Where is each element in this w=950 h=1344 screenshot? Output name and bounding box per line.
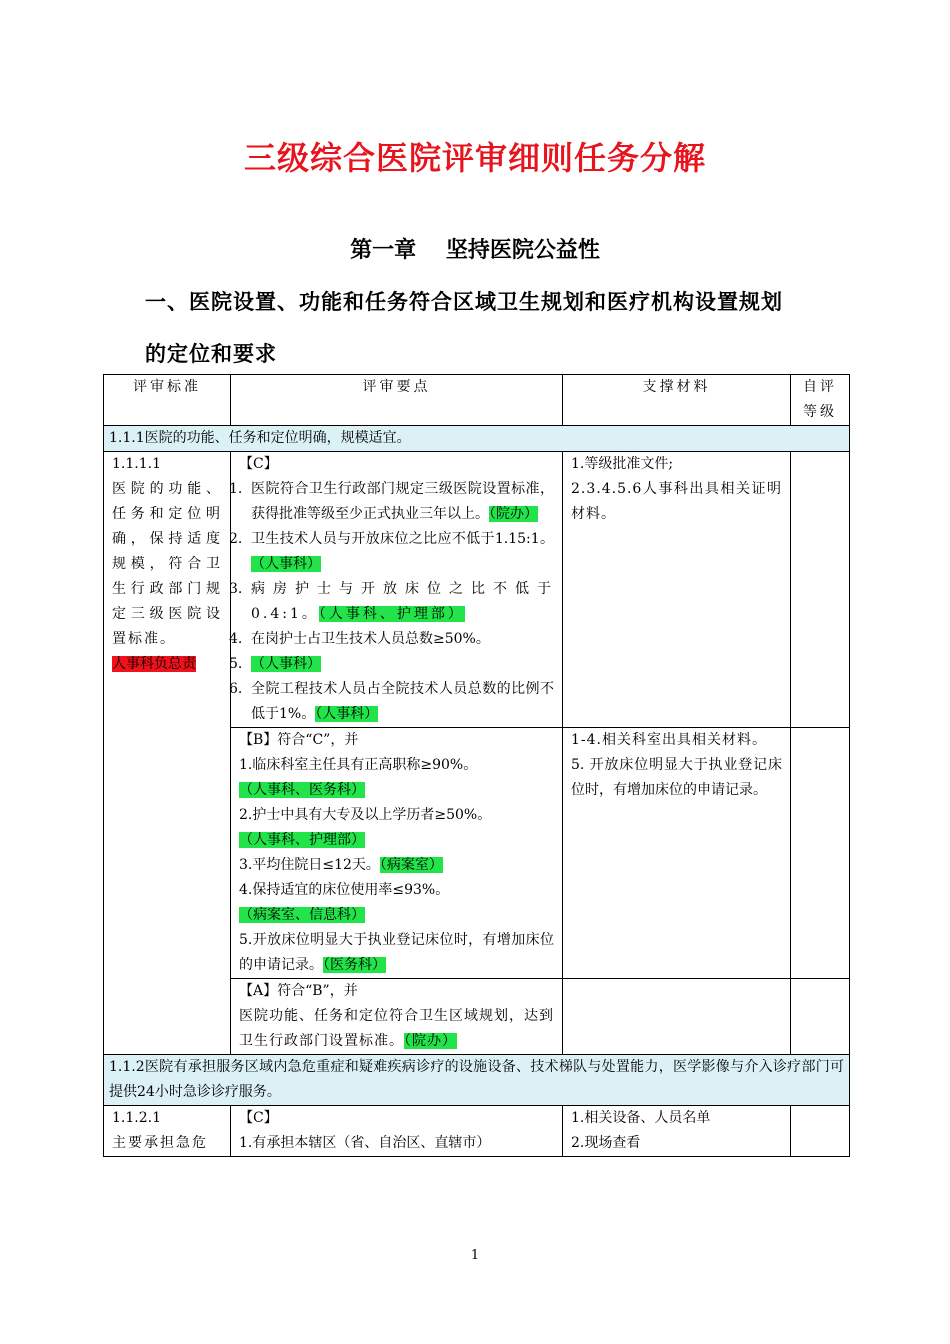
list-item: 3. 病房护士与开放床位之比不低于0.4:1。（人事科、护理部）: [229, 581, 554, 622]
document-title: 三级综合医院评审细则任务分解: [243, 139, 706, 177]
header-support-materials: 支撑材料: [563, 375, 791, 426]
grade-a-support: [563, 979, 791, 1055]
grade-c-self-eval: [791, 452, 850, 728]
standard-text: 医院的功能、任务和定位明确，保持适度规模，符合卫生行政部门规定三级医院设置标准。: [112, 481, 222, 647]
section-row-1-1-2: 1.1.2医院有承担服务区域内急危重症和疑难疾病诊疗的设施设备、技术梯队与处置能力，医学影像与介入诊疗部门可提供24小时急诊诊疗服务。: [104, 1055, 850, 1106]
header-standard: 评审标准: [104, 375, 231, 426]
list-item: 6. 全院工程技术人员占全院技术人员总数的比例不低于1%。（人事科）: [229, 681, 554, 722]
grade-b-self-eval: [791, 728, 850, 979]
owner-badge: 人事科负总责: [112, 656, 196, 672]
page-number: 1: [470, 1248, 480, 1263]
grade-c-points: [231, 452, 563, 728]
grade-c-support: 1.等级批准文件; 2.3.4.5.6人事科出具相关证明材料。: [563, 452, 791, 728]
grade-c2-self-eval: [791, 1106, 850, 1157]
dept-tag: （病案室、信息科）: [239, 907, 365, 923]
dept-tag: （人事科、医务科）: [239, 782, 365, 798]
standard-1-1-1-1: [104, 452, 231, 1055]
dept-tag: （病案室）: [379, 857, 443, 873]
grade-b-heading: 【B】符合“C”，并: [239, 732, 359, 748]
table-row: [104, 1055, 850, 1106]
section-heading-line-1: 一、医院设置、功能和任务符合区域卫生规划和医疗机构设置规划: [145, 290, 783, 314]
grade-b-points: [231, 728, 563, 979]
table-row: [104, 1106, 850, 1157]
grade-c2-points: 【C】 1.有承担本辖区（省、自治区、直辖市）: [231, 1106, 563, 1157]
grade-a-self-eval: [791, 979, 850, 1055]
section-heading-line-2: 的定位和要求: [145, 342, 277, 366]
dept-tag: （人事科）: [251, 656, 321, 672]
dept-tag: （人事科、护理部）: [239, 832, 365, 848]
dept-tag: （院办）: [404, 1033, 457, 1049]
dept-tag: （医务科）: [323, 957, 386, 973]
standard-code: 1.1.1.1: [112, 456, 161, 472]
section-row-1-1-1: 1.1.1医院的功能、任务和定位明确，规模适宜。: [104, 426, 850, 452]
header-self-grade: 自评等级: [791, 375, 850, 426]
list-item: 4.保持适宜的床位使用率≤93%。: [239, 882, 450, 898]
list-item: 5.开放床位明显大于执业登记床位时，有增加床位的申请记录。（医务科）: [239, 932, 554, 973]
dept-tag: （人事科、护理部）: [318, 606, 465, 622]
standard-1-1-2-1: 1.1.2.1 主要承担急危: [104, 1106, 231, 1157]
grade-a-points: 【A】符合“B”，并 医院功能、任务和定位符合卫生区域规划，达到卫生行政部门设置标准。（院办）: [231, 979, 563, 1055]
grade-c2-support: 1.相关设备、人员名单 2.现场查看: [563, 1106, 791, 1157]
dept-tag: （人事科）: [251, 556, 321, 572]
dept-tag: （人事科）: [315, 706, 379, 722]
header-key-points: 评审要点: [231, 375, 563, 426]
list-item: 1. 医院符合卫生行政部门规定三级医院设置标准，获得批准等级至少正式执业三年以上。（院办）: [229, 481, 554, 522]
table-row: [104, 452, 850, 728]
dept-tag: （院办）: [489, 506, 538, 522]
list-item: 5. （人事科）: [229, 656, 321, 672]
list-item: 2. 卫生技术人员与开放床位之比应不低于1.15:1。（人事科）: [229, 531, 554, 572]
grade-b-support: 1-4.相关科室出具相关材料。 5. 开放床位明显大于执业登记床位时，有增加床位的申请记录。: [563, 728, 791, 979]
grade-c-heading: 【C】: [239, 456, 278, 472]
table-row: [104, 426, 850, 452]
chapter-heading: 第一章 坚持医院公益性: [350, 238, 600, 263]
list-item: 4. 在岗护士占卫生技术人员总数≥50%。: [229, 631, 490, 647]
list-item: 3.平均住院日≤12天。（病案室）: [239, 857, 443, 873]
grade-a-heading: 【A】符合“B”，并: [239, 983, 358, 999]
table-header-row: [104, 375, 850, 426]
review-criteria-table: [103, 374, 850, 1157]
list-item: 2.护士中具有大专及以上学历者≥50%。: [239, 807, 492, 823]
list-item: 1.临床科室主任具有正高职称≥90%。: [239, 757, 478, 773]
